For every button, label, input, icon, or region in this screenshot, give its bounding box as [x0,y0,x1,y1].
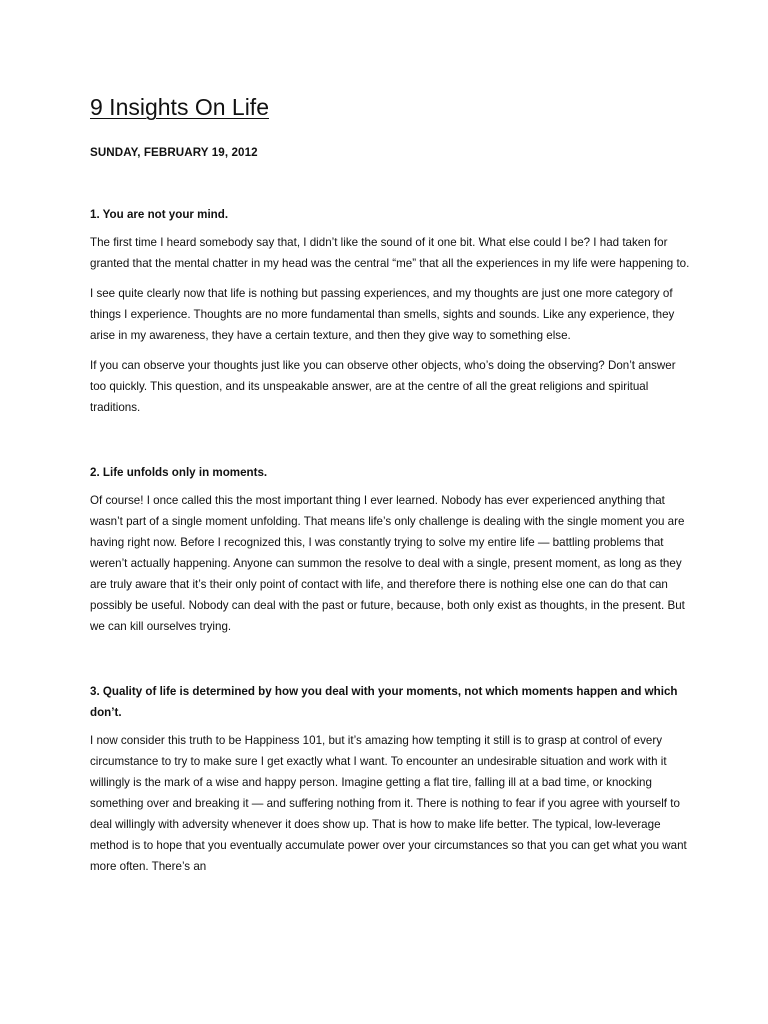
section-1 [90,204,690,418]
section-heading: 1. You are not your mind. [90,208,229,221]
paragraph: If you can observe your thoughts just like you can observe other objects, who’s doing the observing? Don’t answer too quickly. This question, and its unspeakable answer, are at the centre of all the great religions and spiritual traditions. [90,359,676,414]
section-3 [90,681,690,877]
paragraph: Of course! I once called this the most important thing I ever learned. Nobody has ever experienced anything that wasn’t part of a single moment unfolding. That means life’s only challenge is dealing with the single moment you are having right now. Before I recognized this, I was constantly trying to solve my entire life — battling problems that weren’t actually happening. Anyone can summon the resolve to deal with a single, present moment, as long as they are truly aware that it’s their only point of contact with life, and therefore there is nothing else one can do that can possibly be useful. Nobody can deal with the past or future, because, both only exist as thoughts, in the present. But we can kill ourselves trying. [90,494,685,633]
post-date: SUNDAY, FEBRUARY 19, 2012 [90,146,258,159]
paragraph: I see quite clearly now that life is nothing but passing experiences, and my thoughts are just one more category of things I experience. Thoughts are no more fundamental than smells, sights and sounds. Like any experience, they arise in my awareness, they have a certain texture, and then they give way to something else. [90,287,675,342]
section-heading: 3. Quality of life is determined by how you deal with your moments, not which moments happen and which don’t. [90,685,678,719]
document-title: 9 Insights On Life [90,94,269,120]
section-heading: 2. Life unfolds only in moments. [90,466,268,479]
paragraph: The first time I heard somebody say that, I didn’t like the sound of it one bit. What else could I be? I had taken for granted that the mental chatter in my head was the central “me” that all the experiences in my life were happening to. [90,236,690,270]
document-page [90,92,690,886]
paragraph: I now consider this truth to be Happiness 101, but it’s amazing how tempting it still is to grasp at control of every circumstance to try to make sure I get exactly what I want. To encounter an undesirable situation and work with it willingly is the mark of a wise and happy person. Imagine getting a flat tire, falling ill at a bad time, or knocking something over and breaking it — and suffering nothing from it. There is nothing to fear if you agree with yourself to deal willingly with adversity whenever it does show up. That is how to make life better. The typical, low-leverage method is to hope that you eventually accumulate power over your circumstances so that you can get what you want more often. There’s an [90,734,687,873]
section-2 [90,462,690,637]
